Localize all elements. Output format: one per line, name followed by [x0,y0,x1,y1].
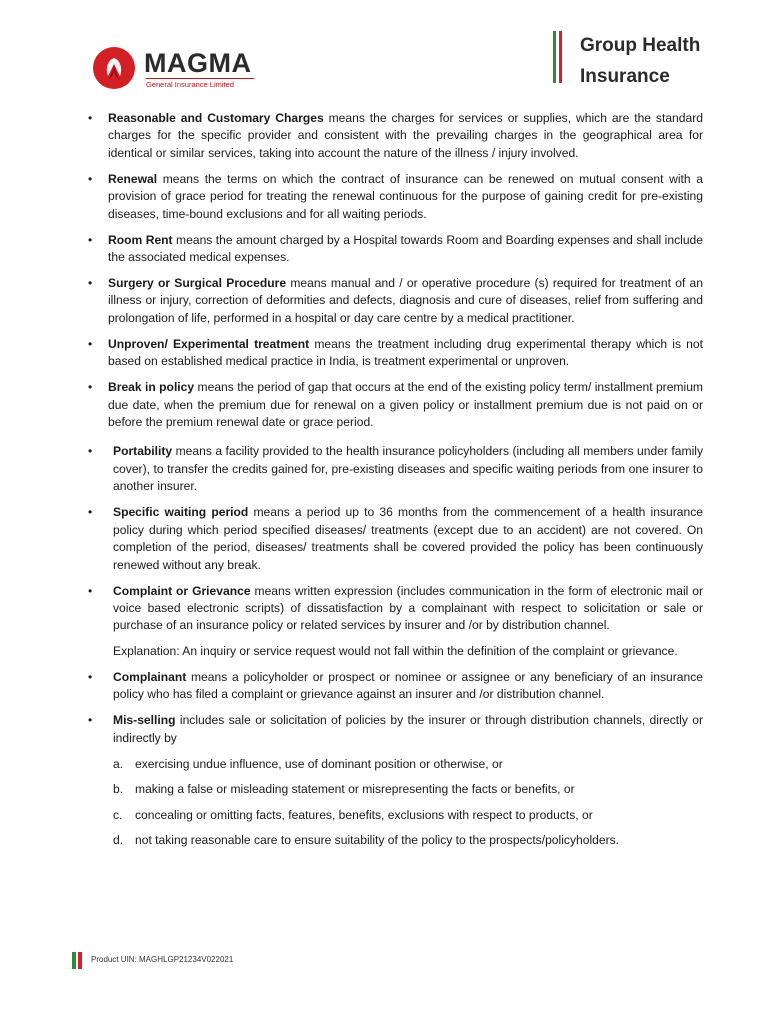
bullet: • [88,444,93,459]
definition-item [85,275,703,327]
definition-term: Complaint or Grievance [113,583,251,598]
definition-term: Mis-selling [113,713,176,728]
subitem-text: exercising undue influence, use of dominant position or otherwise, or [135,756,503,771]
definition-text: includes sale or solicitation of policies by the insurer or through distribution channels, directly or indirectly by [113,713,703,745]
definitions-list [85,110,703,857]
definition-term: Reasonable and Customary Charges [108,111,324,125]
subitem-letter: a. [113,756,124,771]
product-uin: Product UIN: MAGHLGP21234V022021 [91,955,234,964]
subitem-text: not taking reasonable care to ensure suitability of the policy to the prospects/policyholders. [135,832,620,847]
subitem-text: making a false or misleading statement or misrepresenting the facts or benefits, or [135,782,575,797]
logo-name: MAGMA [144,48,252,78]
bullet: • [88,111,93,125]
subitem-letter: c. [113,807,123,822]
bullet: • [88,669,93,684]
title-line-2: Insurance [580,66,670,87]
definition-text: means a facility provided to the health insurance policyholders (including all members under family cover), to transfer the credits gained for, pre-existing diseases and specific waiting periods from one insurer to another insurer. [113,444,703,494]
definition-text: means the period of gap that occurs at the end of the existing policy term/ installment premium due date, when the premium due for renewal on a given policy or installment premium due is not paid on or before the premium renewal date or grace period. [108,380,703,430]
mis-selling-subitem [85,807,703,824]
definition-item [85,110,703,162]
page-footer [72,952,372,969]
logo-divider [146,78,254,79]
magma-logo-icon [92,46,136,90]
definition-term: Complainant [113,669,187,684]
definition-item [85,712,703,747]
header-color-bars [553,31,562,83]
mis-selling-subitem [85,832,703,849]
footer-green-bar [72,952,76,969]
definition-item [85,336,703,371]
bullet: • [88,713,93,728]
definition-text: means the treatment including drug experimental therapy which is not based on established medical practice in India, is treatment experimental or unproven. [108,336,703,369]
subitem-letter: d. [113,832,124,847]
title-line-1: Group Health [580,35,701,56]
bullet: • [88,336,93,351]
definition-term: Unproven/ Experimental treatment [108,336,310,351]
definition-term: Renewal [108,171,158,186]
definition-item [85,171,703,223]
definition-term: Specific waiting period [113,505,249,520]
bullet: • [88,583,93,598]
document-title [580,30,700,92]
definition-term: Break in policy [108,380,195,395]
definition-text: means the terms on which the contract of insurance can be renewed on mutual consent with a provision of grace period for treating the renewal continuous for the purpose of gaining credit for pre-existing diseases, time-bound exclusions and for all waiting periods. [108,171,703,221]
definition-text: means manual and / or operative procedure (s) required for treatment of an illness or injury, correction of deformities and defects, diagnosis and cure of diseases, relief from suffering and prolongation of life, performed in a hospital or day care centre by a medical practitioner. [108,276,703,325]
definition-item [85,379,703,431]
definition-text: means a policyholder or prospect or nominee or assignee or any beneficiary of an insurance policy who has filed a complaint or grievance against an insurer and /or distribution channel. [113,669,703,702]
definition-text: means a period up to 36 months from the commencement of a health insurance policy during which period specified diseases/ treatments (except due to an accident) are not covered. On completion of the period, diseases/ treatments shall be covered provided the policy has been continuously renewed without any break. [113,505,703,572]
definition-term: Surgery or Surgical Procedure [108,276,287,291]
logo-subtitle: General Insurance Limited [146,80,234,89]
mis-selling-subitem [85,756,703,773]
bullet: • [88,505,93,520]
definition-item [85,669,703,704]
bullet: • [88,232,93,247]
footer-red-bar [78,952,82,969]
bullet: • [88,171,93,186]
company-logo [92,46,262,92]
definition-item [85,504,703,574]
definition-term: Portability [113,444,173,459]
definition-item [85,232,703,267]
explanation-paragraph: Explanation: An inquiry or service request would not fall within the definition of the complaint or grievance. [113,643,678,658]
mis-selling-subitem [85,781,703,798]
subitem-text: concealing or omitting facts, features, benefits, exclusions with respect to products, or [135,807,593,822]
definition-text: means the charges for services or supplies, which are the standard charges for the specific provider and consistent with the prevailing charges in the geographical area for identical or similar services, taking into account the nature of the illness / injury involved. [108,111,703,160]
subitem-letter: b. [113,782,124,797]
definition-item [85,583,703,635]
bullet: • [88,276,93,291]
definition-item [85,443,703,495]
definition-term: Room Rent [108,232,173,247]
definition-text: means written expression (includes communication in the form of electronic mail or voice based electronic scripts) of dissatisfaction by a complainant with respect to solicitation or sale or purchase of an insurance policy or related services by insurer and /or by distribution channel. [113,583,703,633]
bullet: • [88,380,93,395]
definition-text: means the amount charged by a Hospital towards Room and Boarding expenses and shall include the associated medical expenses. [108,232,703,265]
